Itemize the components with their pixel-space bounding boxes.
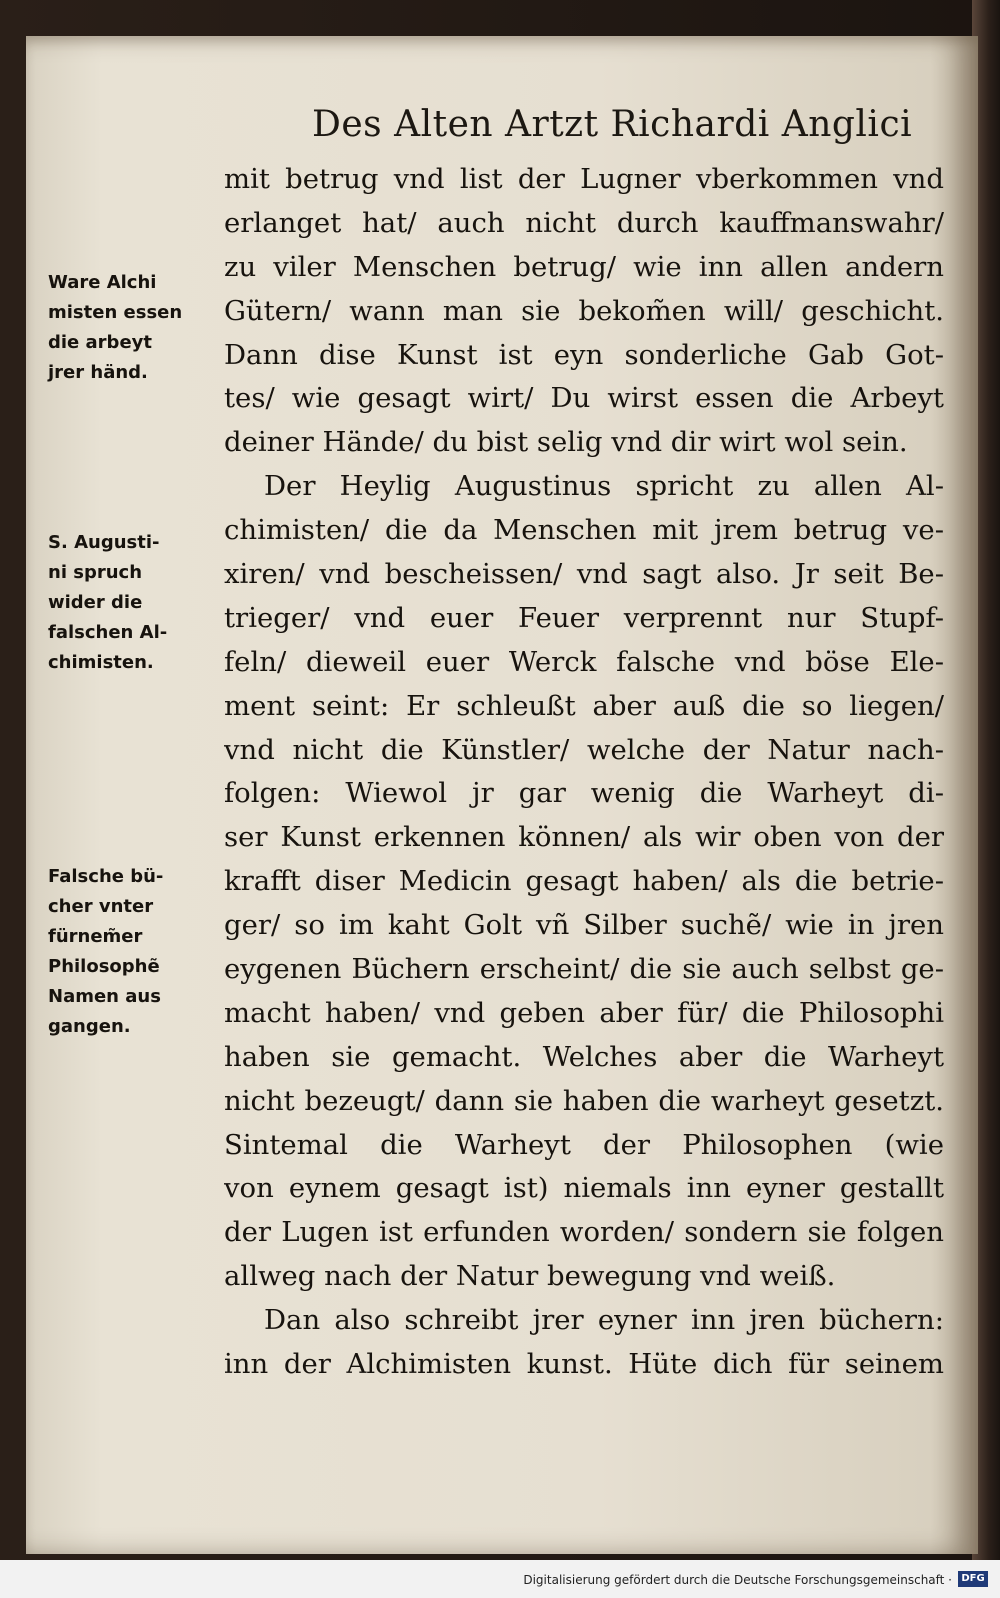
text-line: ser Kunst erkennen können/ als wir oben von der xyxy=(224,821,944,854)
margin-note-line: die arbeyt xyxy=(48,332,152,353)
dfg-logo[interactable]: DFG xyxy=(958,1571,988,1587)
text-line: folgen: Wiewol jr gar wenig die Warheyt di- xyxy=(224,777,944,810)
text-line: ger/ so im kaht Golt vñ Silber suchẽ/ wie in jren xyxy=(224,909,944,942)
text-line: inn der Alchimisten kunst. Hüte dich für seinem xyxy=(224,1348,944,1381)
margin-note-line: Namen aus xyxy=(48,986,161,1007)
running-head: Des Alten Artzt Richardi Anglici xyxy=(312,104,913,145)
text-line: Der Heylig Augustinus spricht zu allen Al- xyxy=(264,470,944,503)
text-line: haben sie gemacht. Welches aber die Warheyt xyxy=(224,1040,944,1073)
margin-note-line: Philosophẽ xyxy=(48,956,160,977)
text-line: deiner Hände/ du bist selig vnd dir wirt wol sein. xyxy=(224,426,908,459)
margin-note-line: misten essen xyxy=(48,302,183,323)
text-line: Gütern/ wann man sie bekom̃en will/ geschicht. xyxy=(224,294,944,327)
text-line: tes/ wie gesagt wirt/ Du wirst essen die Arbeyt xyxy=(224,382,944,415)
text-line: xiren/ vnd bescheissen/ vnd sagt also. Jr seit Be- xyxy=(224,558,944,591)
margin-note-line: gangen. xyxy=(48,1016,131,1037)
margin-note-line: wider die xyxy=(48,592,143,613)
text-line: allweg nach der Natur bewegung vnd weiß. xyxy=(224,1260,836,1293)
text-line: zu viler Menschen betrug/ wie inn allen andern xyxy=(224,250,944,283)
text-line: von eynem gesagt ist) niemals inn eyner gestallt xyxy=(224,1172,944,1205)
text-line: eygenen Büchern erscheint/ die sie auch selbst ge- xyxy=(224,953,944,986)
margin-note-line: jrer händ. xyxy=(48,362,148,383)
text-line: chimisten/ die da Menschen mit jrem betrug ve- xyxy=(224,514,944,547)
text-line: Dann dise Kunst ist eyn sonderliche Gab Got- xyxy=(224,338,944,371)
margin-note-line: Ware Alchi xyxy=(48,272,157,293)
margin-note-line: cher vnter xyxy=(48,896,154,917)
text-line: erlanget hat/ auch nicht durch kauffmanswahr/ xyxy=(224,206,944,239)
margin-note-line: fürnem̃er xyxy=(48,926,143,947)
margin-note-line: Falsche bü- xyxy=(48,866,164,887)
text-line: mit betrug vnd list der Lugner vberkommen vnd xyxy=(224,163,944,195)
margin-note-line: ni spruch xyxy=(48,562,143,583)
margin-note-line: S. Augusti- xyxy=(48,532,160,553)
footer-bar xyxy=(0,1560,1000,1598)
margin-note xyxy=(48,528,216,678)
text-line: der Lugen ist erfunden worden/ sondern sie folgen xyxy=(224,1216,944,1249)
body-text xyxy=(224,158,944,1387)
text-line: ment seint: Er schleußt aber auß die so liegen/ xyxy=(224,689,944,722)
text-line: feln/ dieweil euer Werck falsche vnd böse Ele- xyxy=(224,645,944,678)
margin-note xyxy=(48,862,216,1042)
margin-note-line: chimisten. xyxy=(48,652,154,673)
text-line: Sintemal die Warheyt der Philosophen (wie xyxy=(224,1128,944,1161)
margin-note xyxy=(48,268,216,388)
text-line: trieger/ vnd euer Feuer verprennt nur Stupf- xyxy=(224,601,944,634)
text-line: macht haben/ vnd geben aber für/ die Philosophi xyxy=(224,996,944,1029)
margin-note-line: falschen Al- xyxy=(48,622,168,643)
footer-credit: Digitalisierung gefördert durch die Deutsche Forschungsgemeinschaft · xyxy=(523,1573,952,1587)
text-line: vnd nicht die Künstler/ welche der Natur nach- xyxy=(224,733,944,766)
text-line: Dan also schreibt jrer eyner inn jren büchern: xyxy=(264,1304,944,1337)
text-line: nicht bezeugt/ dann sie haben die warheyt gesetzt. xyxy=(224,1084,944,1117)
text-line: krafft diser Medicin gesagt haben/ als die betrie- xyxy=(224,865,944,898)
